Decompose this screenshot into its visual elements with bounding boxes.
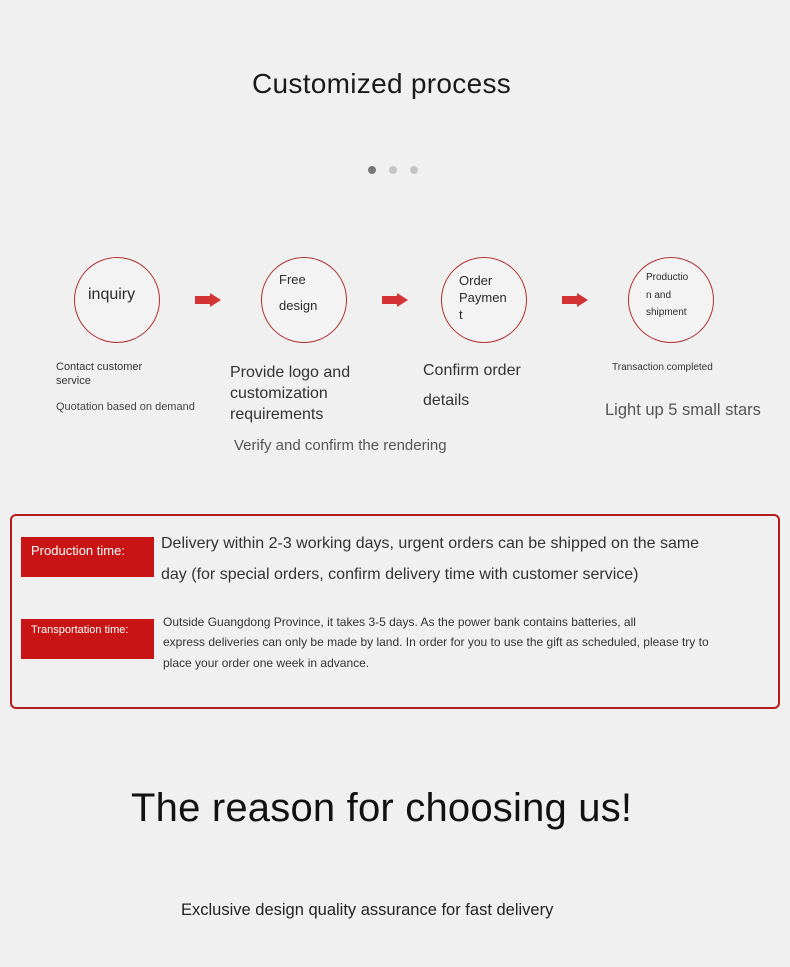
carousel-dots: [368, 166, 418, 174]
step-production-label-3: shipment: [646, 307, 687, 318]
step-production-desc-1: Transaction completed: [612, 362, 713, 373]
step-inquiry-desc-2: service: [56, 375, 91, 387]
right-arrow-icon: [382, 293, 408, 307]
step-order-desc-2: details: [423, 392, 470, 409]
carousel-dot-1[interactable]: [368, 166, 376, 174]
step-free-design-circle: [261, 257, 347, 343]
step-free-design-label-1: Free: [279, 272, 306, 287]
step-order-payment-circle: [441, 257, 527, 343]
step-inquiry-desc-3: Quotation based on demand: [56, 401, 195, 413]
step-production-shipment-circle: [628, 257, 714, 343]
step-production-label-2: n and: [646, 290, 672, 301]
step-order-desc-1: Confirm order: [423, 362, 521, 379]
transportation-time-line-1: Outside Guangdong Province, it takes 3-5 days. As the power bank contains batteries, all: [163, 615, 636, 629]
step-inquiry-desc-1: Contact customer: [56, 361, 143, 373]
step-order-payment-label-1: Order: [459, 273, 493, 288]
step-free-design-desc-1: Provide logo and: [230, 364, 351, 381]
step-free-design-desc-2: customization: [230, 385, 328, 402]
step-free-design-desc-3: requirements: [230, 406, 324, 423]
step-free-design-desc-4: Verify and confirm the rendering: [234, 437, 447, 454]
step-inquiry-label: inquiry: [88, 286, 136, 303]
right-arrow-icon: [562, 293, 588, 307]
step-inquiry-circle: [74, 257, 160, 343]
transportation-time-line-3: place your order one week in advance.: [163, 656, 370, 670]
step-free-design-label-2: design: [279, 298, 318, 313]
reason-title: The reason for choosing us!: [131, 786, 633, 830]
reason-subtitle: Exclusive design quality assurance for fast delivery: [181, 901, 554, 919]
step-production-label-1: Productio: [646, 272, 689, 283]
transportation-time-tag: Transportation time:: [21, 619, 154, 659]
transportation-time-line-2: express deliveries can only be made by land. In order for you to use the gift as scheduled, please try to: [163, 635, 709, 649]
page-title: Customized process: [252, 68, 512, 99]
right-arrow-icon: [195, 293, 221, 307]
production-time-tag: Production time:: [21, 537, 154, 577]
carousel-dot-3[interactable]: [410, 166, 418, 174]
production-time-line-2: day (for special orders, confirm delivery time with customer service): [161, 566, 639, 583]
production-time-line-1: Delivery within 2-3 working days, urgent orders can be shipped on the same: [161, 535, 700, 552]
step-order-payment-label-2: Paymen: [459, 290, 507, 305]
step-production-desc-2: Light up 5 small stars: [605, 401, 761, 419]
carousel-dot-2[interactable]: [389, 166, 397, 174]
step-order-payment-label-3: t: [459, 307, 463, 322]
